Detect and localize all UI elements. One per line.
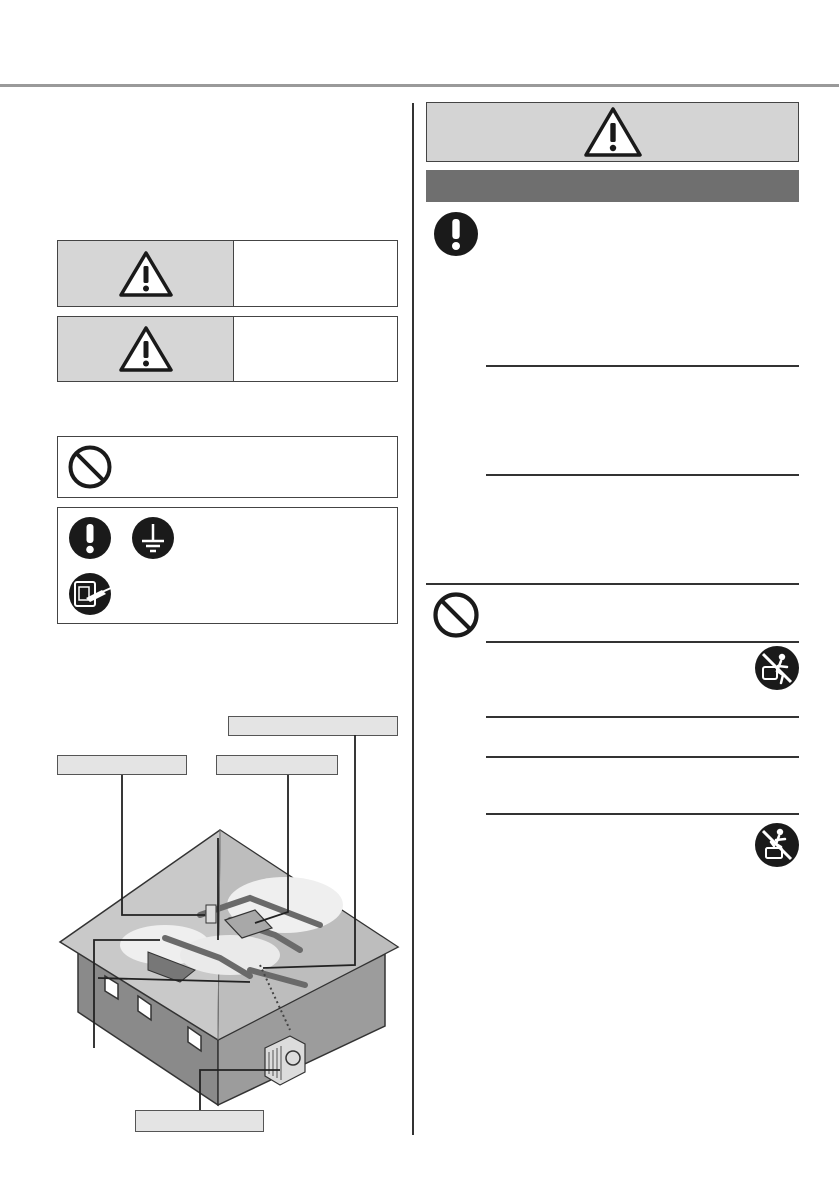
item-divider-6	[486, 813, 799, 815]
column-divider	[412, 103, 414, 1135]
prohibited-icon	[432, 591, 480, 639]
warning-triangle-icon	[583, 106, 643, 158]
warning-label-cell	[58, 241, 234, 306]
section-divider	[426, 583, 799, 585]
list-item	[490, 648, 740, 708]
list-item	[490, 596, 795, 634]
no-climbing-icon	[754, 822, 800, 868]
ground-earth-icon	[131, 516, 175, 560]
header-rule	[0, 84, 839, 87]
mandatory-exclamation-icon	[68, 516, 112, 560]
no-touching-icon	[754, 645, 800, 691]
prohibited-icon	[67, 444, 113, 490]
intro-text	[57, 110, 397, 230]
list-item	[490, 481, 795, 577]
list-item	[490, 820, 740, 880]
list-item	[490, 372, 795, 468]
section-title-band	[426, 170, 799, 202]
warning-desc	[234, 241, 397, 306]
item-divider-4	[486, 716, 799, 718]
unplug-icon	[68, 572, 112, 616]
warning-signal-box	[57, 240, 398, 307]
warning-header-box	[426, 102, 799, 162]
item-divider-5	[486, 756, 799, 758]
list-item	[490, 722, 795, 750]
caution-desc	[234, 317, 397, 381]
diagram-intro	[57, 640, 397, 700]
item-divider-3	[486, 641, 799, 643]
warning-triangle-icon	[118, 250, 174, 298]
caution-label-cell	[58, 317, 234, 381]
prohibited-symbol-box	[57, 436, 398, 498]
caution-signal-box	[57, 316, 398, 382]
item-divider-2	[486, 474, 799, 476]
caution-triangle-icon	[118, 325, 174, 373]
mandatory-text	[490, 214, 795, 354]
item-divider-1	[486, 365, 799, 367]
list-item	[490, 762, 795, 806]
mandatory-exclamation-icon	[433, 211, 479, 257]
mandatory-symbol-box	[57, 507, 398, 624]
page-header	[0, 0, 839, 84]
house-installation-diagram	[50, 730, 410, 1130]
